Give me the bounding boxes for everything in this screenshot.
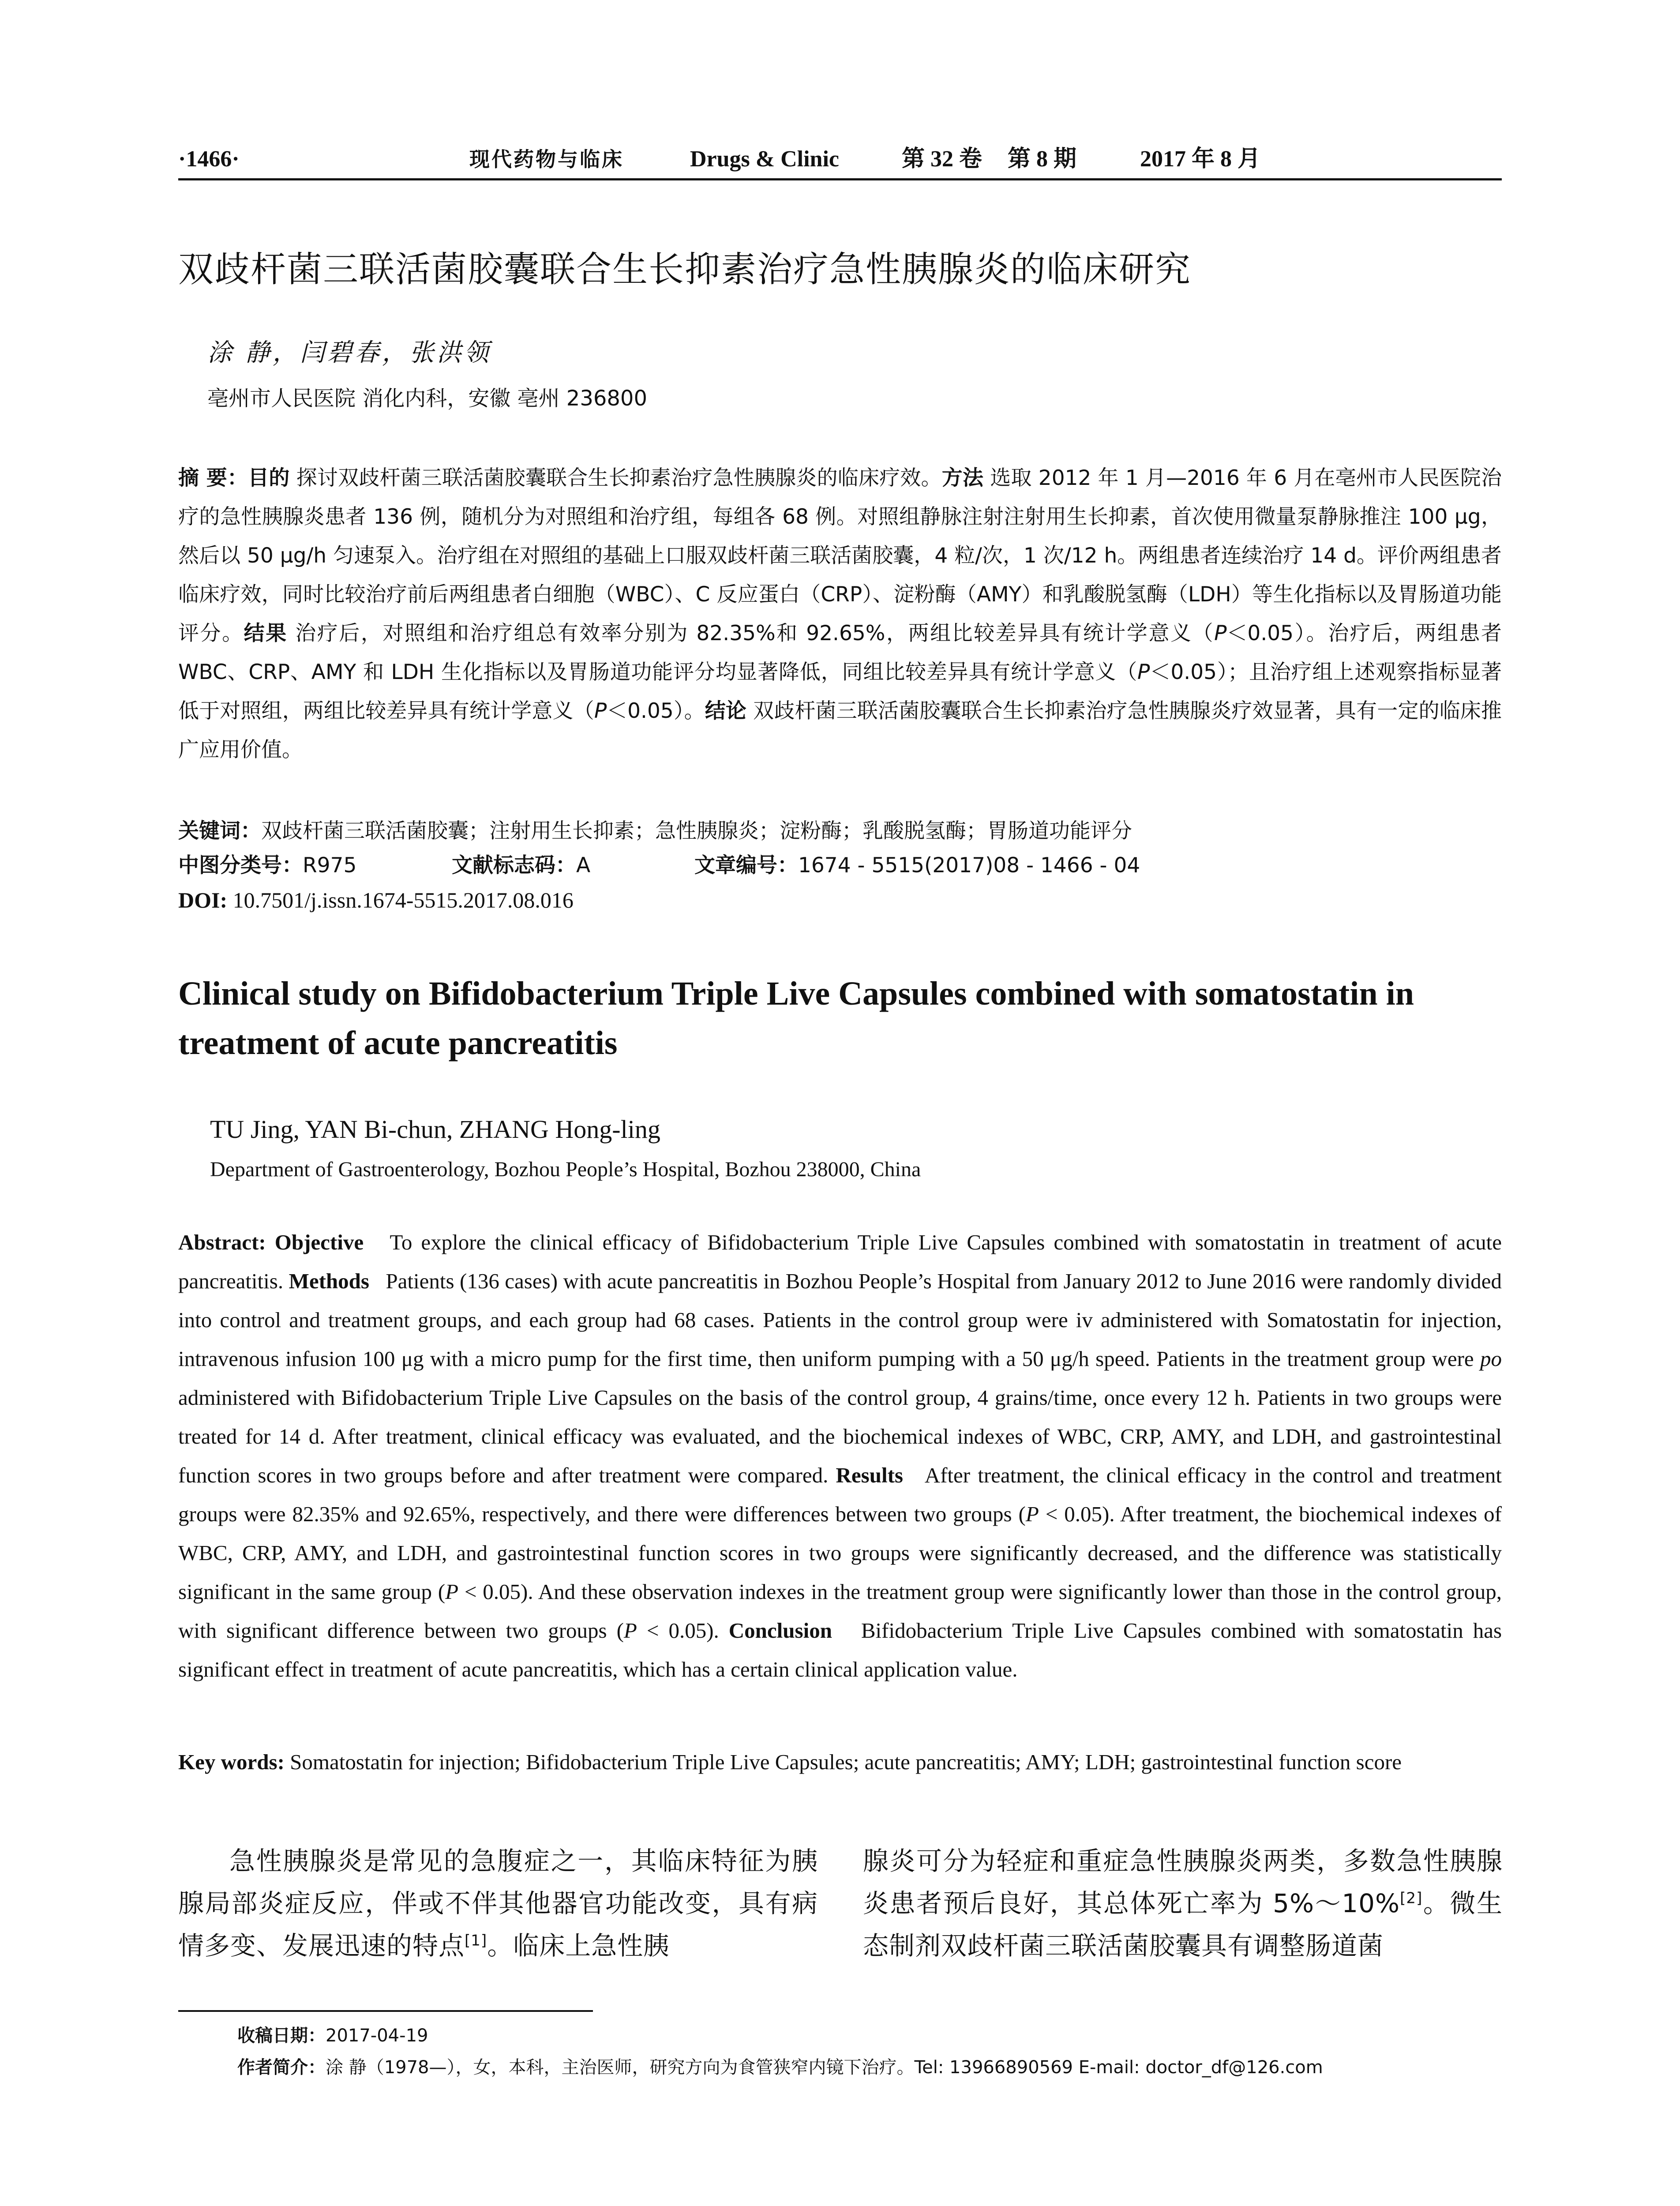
- author-info-label: 作者简介：: [237, 2057, 326, 2078]
- doi-value: 10.7501/j.issn.1674-5515.2017.08.016: [232, 888, 574, 912]
- results-text-en-2: < 0.05). After treatment, the biochemical indexes of WBC, CRP, AMY, and LDH, and gastrointestinal function scores in two groups were significantly decreased, and the difference was statistically significant in the same group (: [178, 1502, 1502, 1604]
- body-column-left: [178, 1840, 818, 1967]
- po-abbrev: po: [1480, 1347, 1502, 1371]
- results-text-cn-2: ＜0.05）。治疗后，两组患者 WBC、CRP、AMY 和 LDH 生化指标以及胃肠道功能评分均显著降低，同组比较差异具有统计学意义（: [178, 621, 1502, 684]
- journal-volume: 第 32 卷: [902, 146, 982, 172]
- abstract-label-cn: 摘 要：: [178, 466, 248, 490]
- footnote-rule: [178, 2010, 593, 2012]
- results-text-en-1: After treatment, the clinical efficacy in the control and treatment groups were 82.35% and 92.65%, respectively, and there were differences between two groups (: [178, 1463, 1502, 1526]
- objective-label-cn: 目的: [248, 466, 290, 490]
- body-text: 急性胰腺炎是常见的急腹症之一，其临床特征为胰腺局部炎症反应，伴或不伴其他器官功能改变，具有病情多变、发展迅速的特点: [178, 1846, 818, 1961]
- citation-ref: [1]: [465, 1932, 488, 1950]
- results-label-en: Results: [836, 1463, 903, 1487]
- results-label-cn: 结果: [244, 621, 288, 645]
- objective-label-en: Objective: [274, 1230, 364, 1254]
- objective-text-cn: 探讨双歧杆菌三联活菌胶囊联合生长抑素治疗急性胰腺炎的临床疗效。: [296, 466, 942, 490]
- keywords-cn: [178, 814, 1502, 848]
- body-text: 。微生态制剂双歧杆菌三联活菌胶囊具有调整肠道菌: [863, 1888, 1503, 1961]
- running-header: [178, 140, 1502, 178]
- article-no-field: [694, 849, 1140, 882]
- methods-label-en: Methods: [289, 1269, 369, 1293]
- received-date: 2017-04-19: [326, 2026, 428, 2046]
- footnote-received: [237, 2021, 1517, 2051]
- body-paragraph: [178, 1840, 818, 1967]
- doc-code-field: [452, 849, 590, 882]
- journal-name-en: Drugs & Clinic: [690, 146, 839, 172]
- p-symbol: P: [445, 1579, 459, 1604]
- results-text-en-4: < 0.05).: [646, 1618, 719, 1643]
- abstract-cn: [178, 459, 1502, 769]
- journal-name-cn: 现代药物与临床: [469, 147, 624, 171]
- body-column-right: [863, 1840, 1503, 1967]
- keywords-label-en: Key words:: [178, 1750, 285, 1774]
- methods-text-en-1: Patients (136 cases) with acute pancreatitis in Bozhou People’s Hospital from January 2012 to June 2016 were randomly divided into control and treatment groups, and each group had 68 cases. Patients in the control group were iv administered with Somatostatin for injection, intravenous infusion 100 μg with a micro pump for the first time, then uniform pumping with a 50 μg/h speed. Patients in the treatment group were: [178, 1269, 1502, 1371]
- p-symbol: P: [1137, 660, 1150, 684]
- body-paragraph: [863, 1840, 1503, 1967]
- doc-code-label: 文献标志码：: [452, 853, 576, 878]
- authors-en: TU Jing, YAN Bi-chun, ZHANG Hong-ling: [210, 1115, 660, 1144]
- article-no-value: 1674 - 5515(2017)08 - 1466 - 04: [798, 853, 1140, 878]
- body-text: 。临床上急性胰: [487, 1931, 670, 1961]
- clc-value: R975: [303, 853, 357, 878]
- clc-label: 中图分类号：: [178, 853, 303, 878]
- doi-line: [178, 883, 1502, 917]
- conclusion-text-en: Bifidobacterium Triple Live Capsules combined with somatostatin has significant effect in treatment of acute pancreatitis, which has a certain clinical application value.: [178, 1618, 1502, 1681]
- doc-code-value: A: [576, 853, 591, 878]
- authors-cn: 涂 静，闫碧春，张洪领: [207, 338, 491, 367]
- p-symbol: P: [1214, 621, 1227, 645]
- journal-date: 2017 年 8 月: [1140, 146, 1261, 172]
- clc-field: [178, 849, 356, 882]
- body-text: 腺炎可分为轻症和重症急性胰腺炎两类，多数急性胰腺炎患者预后良好，其总体死亡率为 5%～10%: [863, 1846, 1503, 1918]
- keywords-text-en: Somatostatin for injection; Bifidobacterium Triple Live Capsules; acute pancreatitis; AMY; LDH; gastrointestinal function score: [290, 1750, 1402, 1774]
- affiliation-cn: 亳州市人民医院 消化内科，安徽 亳州 236800: [207, 386, 648, 411]
- doi-label: DOI:: [178, 888, 228, 912]
- footnote-author: [237, 2052, 1517, 2082]
- p-symbol: P: [1025, 1502, 1039, 1526]
- methods-text-cn: 选取 2012 年 1 月—2016 年 6 月在亳州市人民医院治疗的急性胰腺炎患者 136 例，随机分为对照组和治疗组，每组各 68 例。对照组静脉注射注射用生长抑素，首次使用微量泵静脉推注 100 μg，然后以 50 μg/h 匀速泵入。治疗组在对照组的基础上口服双歧杆菌三联活菌胶囊，4 粒/次，1 次/12 h。两组患者连续治疗 14 d。评价两组患者临床疗效，同时比较治疗前后两组患者白细胞（WBC）、C 反应蛋白（CRP）、淀粉酶（AMY）和乳酸脱氢酶（LDH）等生化指标以及胃肠道功能评分。: [178, 466, 1502, 645]
- journal-issue: 第 8 期: [1008, 146, 1077, 172]
- page-number: ·1466·: [178, 146, 240, 172]
- methods-text-en-2: administered with Bifidobacterium Triple Live Capsules on the basis of the control group, 4 grains/time, once every 12 h. Patients in two groups were treated for 14 d. After treatment, clinical efficacy was evaluated, and the biochemical indexes of WBC, CRP, AMY, and LDH, and gastrointestinal function scores in two groups before and after treatment were compared.: [178, 1385, 1502, 1487]
- methods-label-cn: 方法: [941, 466, 984, 490]
- article-no-label: 文章编号：: [694, 853, 798, 878]
- results-text-cn-4: ＜0.05）。: [607, 699, 705, 723]
- title-en: Clinical study on Bifidobacterium Triple Live Capsules combined with somatostatin in treatment of acute pancreatitis: [178, 975, 1414, 1062]
- author-info: 涂 静（1978—），女，本科，主治医师，研究方向为食管狭窄内镜下治疗。Tel: 13966890569 E-mail: doctor_df@126.com: [326, 2057, 1323, 2078]
- keywords-label-cn: 关键词：: [178, 819, 261, 843]
- conclusion-label-en: Conclusion: [728, 1618, 832, 1643]
- affiliation-en: Department of Gastroenterology, Bozhou People’s Hospital, Bozhou 238000, China: [210, 1158, 921, 1181]
- results-text-en-3: < 0.05). And these observation indexes in the treatment group were significantly lower than those in the control group, with significant difference between two groups (: [178, 1579, 1502, 1643]
- p-symbol: P: [623, 1618, 637, 1643]
- header-rule: [178, 178, 1502, 180]
- title-cn: 双歧杆菌三联活菌胶囊联合生长抑素治疗急性胰腺炎的临床研究: [178, 249, 1191, 290]
- abstract-en: [178, 1223, 1502, 1689]
- abstract-label-en: Abstract:: [178, 1230, 266, 1254]
- objective-text-en: To explore the clinical efficacy of Bifidobacterium Triple Live Capsules combined with somatostatin in treatment of acute pancreatitis.: [178, 1230, 1502, 1293]
- received-label: 收稿日期：: [237, 2026, 326, 2046]
- results-text-cn-3: ＜0.05）；且治疗组上述观察指标显著低于对照组，两组比较差异具有统计学意义（: [178, 660, 1502, 723]
- conclusion-label-cn: 结论: [705, 699, 747, 723]
- results-text-cn-1: 治疗后，对照组和治疗组总有效率分别为 82.35%和 92.65%，两组比较差异具有统计学意义（: [295, 621, 1215, 645]
- citation-ref: [2]: [1400, 1889, 1423, 1907]
- keywords-en: [178, 1743, 1502, 1782]
- p-symbol: P: [594, 699, 607, 723]
- conclusion-text-cn: 双歧杆菌三联活菌胶囊联合生长抑素治疗急性胰腺炎疗效显著，具有一定的临床推广应用价值。: [178, 699, 1502, 762]
- keywords-text-cn: 双歧杆菌三联活菌胶囊；注射用生长抑素；急性胰腺炎；淀粉酶；乳酸脱氢酶；胃肠道功能评分: [261, 819, 1132, 843]
